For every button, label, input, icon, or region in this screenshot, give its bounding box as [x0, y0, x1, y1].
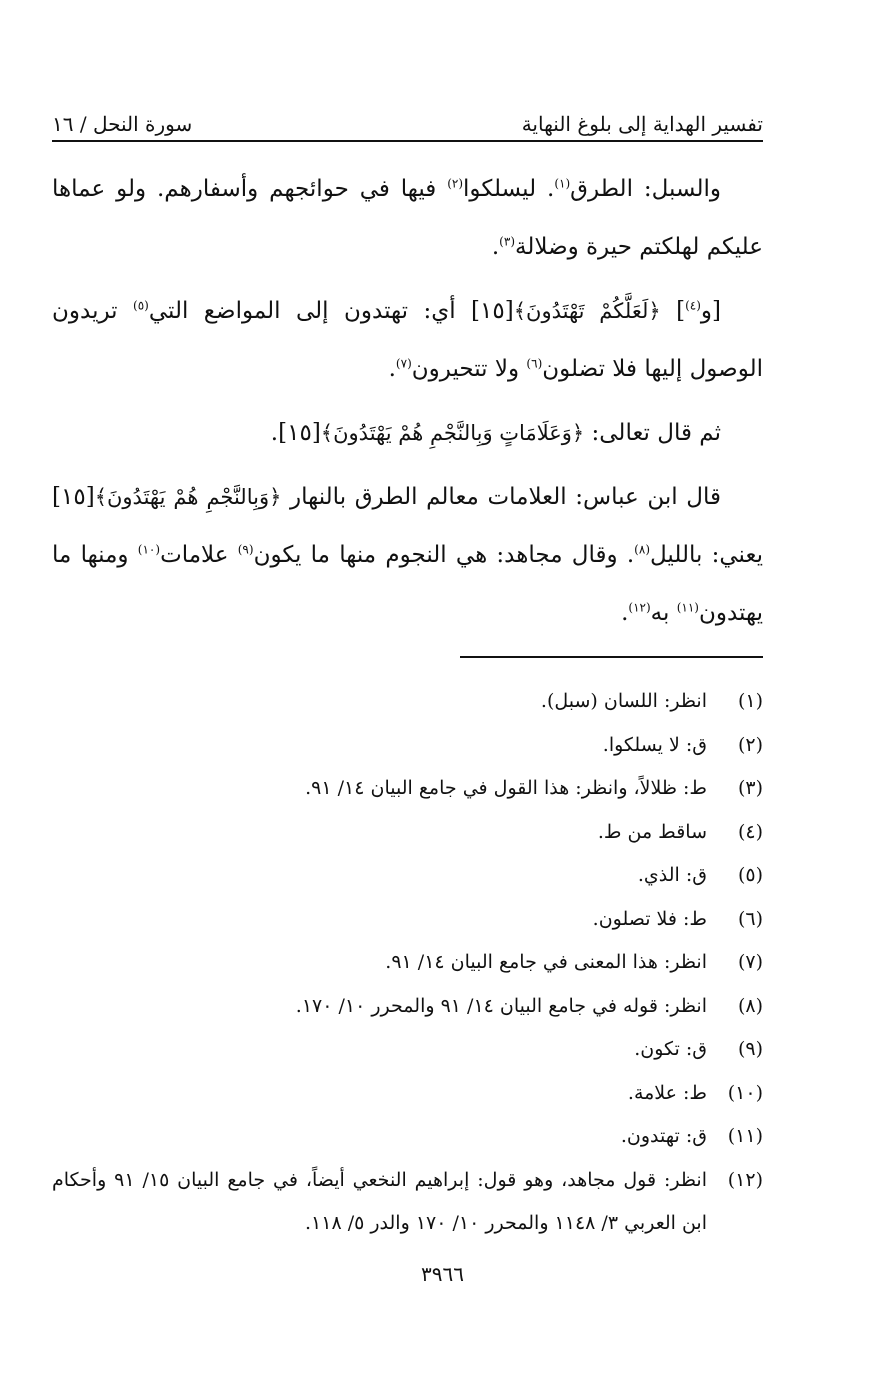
footnote-ref: (٥) — [133, 298, 149, 313]
text-run: قال ابن عباس: العلامات معالم الطرق بالنهار — [281, 484, 722, 510]
footnote-number: (٤) — [737, 820, 763, 843]
footnote-number: (١٢) — [727, 1168, 763, 1191]
footnote-ref: (١١) — [676, 600, 699, 615]
footnote-number: (٩) — [737, 1038, 763, 1060]
footnote-number: (١٠) — [727, 1081, 763, 1104]
text-run: . ليسلكوا — [463, 176, 555, 202]
footnote-item — [52, 1072, 763, 1116]
footnote-text: ط: ظلالاً، وانظر: هذا القول في جامع البيان ١٤/ ٩١. — [305, 777, 707, 799]
footnote-item — [52, 985, 763, 1029]
footnote-text: ق: تكون. — [634, 1038, 707, 1060]
footnote-number: (٨) — [737, 994, 763, 1017]
footnote-number: (٧) — [737, 951, 763, 973]
paragraph-2 — [52, 282, 763, 398]
footnote-item — [52, 1115, 763, 1159]
text-run: [١٥] يعني: بالليل — [52, 484, 763, 568]
text-run: ومنها ما يهتدون — [52, 542, 763, 626]
footnote-ref: (٢) — [447, 176, 464, 191]
footnote-ref: (٦) — [526, 356, 543, 371]
text-run: [١٥]. — [270, 420, 321, 446]
footnote-number: (٣) — [737, 777, 763, 799]
footnote-text: ساقط من ط. — [597, 820, 707, 843]
text-run: تريدون الوصول إليها فلا تضلون — [52, 298, 763, 382]
text-run: علامات — [160, 542, 238, 568]
text-run: ثم قال تعالى: — [584, 420, 721, 446]
footnote-ref: (١٠) — [137, 542, 161, 557]
footnote-text: انظر: قول مجاهد، وهو قول: إبراهيم النخعي أيضاً، في جامع البيان ١٥/ ٩١ وأحكام ابن العربي ٣/ ١١٤٨ والمحرر ١٠/ ١٧٠ والدر ٥/ ١١٨. — [52, 1168, 707, 1234]
footnote-text: ق: تهتدون. — [620, 1125, 707, 1147]
footnote-ref: (٨) — [634, 542, 650, 557]
footnote-item — [52, 854, 763, 898]
footnote-number: (٥) — [737, 864, 763, 886]
header-divider — [52, 140, 763, 142]
text-run: والسبل: الطرق — [570, 176, 721, 202]
footnote-ref: (٤) — [685, 298, 701, 313]
footnote-text: انظر: اللسان (سبل). — [540, 690, 707, 712]
footnote-number: (٢) — [737, 733, 763, 756]
text-run: [و — [700, 298, 721, 324]
footnote-ref: (١) — [554, 176, 571, 191]
text-run: فيها في حوائجهم وأسفارهم. ولو عماها عليكم لهلكتم حيرة وضلالة — [52, 176, 763, 260]
footnote-ref: (٧) — [395, 356, 412, 371]
footnote-ref: (٣) — [499, 234, 515, 249]
footnote-item — [52, 680, 763, 724]
text-run: [١٥] أي: تهتدون إلى المواضع التي — [148, 298, 514, 324]
footnote-ref: (١٢) — [628, 600, 651, 615]
quran-verse: ﴿وَعَلَامَاتٍ وَبِالنَّجْمِ هُمْ يَهْتَدُونَ﴾ — [320, 421, 585, 445]
footnote-text: ط: فلا تصلون. — [592, 907, 707, 930]
footnote-item — [52, 898, 763, 942]
footnote-divider — [460, 656, 763, 658]
footnote-item — [52, 767, 763, 811]
footnote-item — [52, 811, 763, 855]
paragraph-4 — [52, 468, 763, 642]
quran-verse: ﴿لَعَلَّكُمْ تَهْتَدُونَ﴾ — [513, 299, 661, 323]
text-run: . — [491, 234, 500, 260]
page-number: ٣٩٦٦ — [421, 1262, 464, 1286]
book-title: تفسير الهداية إلى بلوغ النهاية — [521, 112, 763, 136]
footnote-item — [52, 1159, 763, 1246]
footnotes — [52, 680, 763, 1246]
surah-label: سورة النحل / ١٦ — [52, 112, 193, 136]
footnote-text: ق: الذي. — [637, 864, 707, 886]
footnote-text: ق: لا يسلكوا. — [602, 733, 707, 756]
footnote-item — [52, 1028, 763, 1072]
footnote-number: (١) — [737, 690, 763, 712]
text-run: . — [621, 600, 629, 626]
footnote-number: (٦) — [737, 907, 763, 930]
text-run: به — [650, 600, 677, 626]
footnote-text: انظر: قوله في جامع البيان ١٤/ ٩١ والمحرر ١٠/ ١٧٠. — [295, 994, 707, 1017]
footnote-number: (١١) — [727, 1125, 763, 1147]
footnote-text: انظر: هذا المعنى في جامع البيان ١٤/ ٩١. — [385, 951, 707, 973]
footnote-item — [52, 724, 763, 768]
quran-verse: ﴿وَبِالنَّجْمِ هُمْ يَهْتَدُونَ﴾ — [94, 485, 282, 509]
footnote-ref: (٩) — [237, 542, 254, 557]
footnote-item — [52, 941, 763, 985]
running-header — [52, 102, 763, 136]
text-run: . وقال مجاهد: هي النجوم منها ما يكون — [253, 542, 635, 568]
text-run: . — [388, 356, 396, 382]
text-run: ] — [660, 298, 686, 324]
paragraph-3 — [52, 404, 763, 462]
paragraph-1 — [52, 160, 763, 276]
text-run: ولا تتحيرون — [411, 356, 527, 382]
main-text — [52, 160, 763, 648]
footnote-text: ط: علامة. — [627, 1081, 707, 1104]
